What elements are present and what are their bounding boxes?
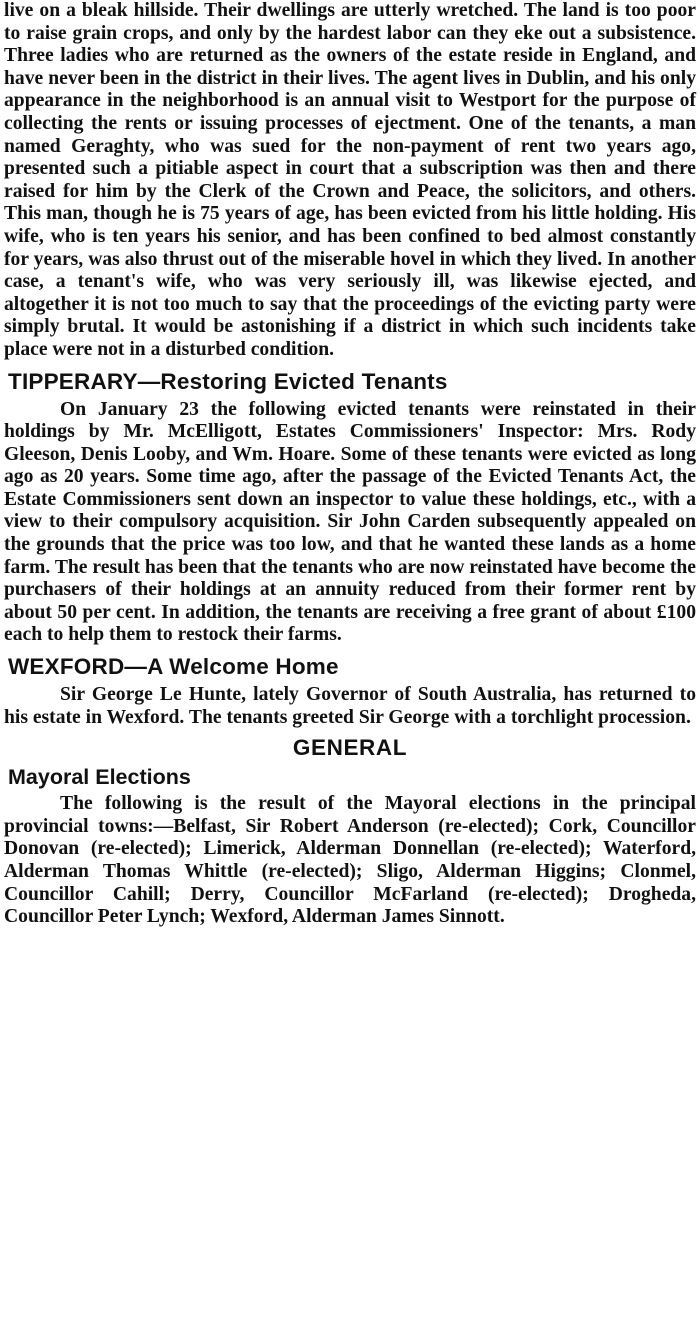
article-continuation-paragraph: live on a bleak hillside. Their dwellings are utterly wretched. The land is too poor to raise grain crops, and only by the hardest labor can they eke out a subsistence. Three ladies who are returned as the owners of the estate reside in England, and have never been in the district in their lives. The agent lives in Dublin, and his only appearance in the neighborhood is an annual visit to Westport for the purpose of collecting the rents or issuing processes of ejectment. One of the tenants, a man named Geraghty, who was sued for the non-payment of rent two years ago, presented such a pitiable aspect in court that a subscription was then and there raised for him by the Clerk of the Crown and Peace, the solicitors, and others. This man, though he is 75 years of age, has been evicted from his little holding. His wife, who is ten years his senior, and has been confined to bed almost constantly for years, was also thrust out of the miserable hovel in which they lived. In another case, a tenant's wife, who was very seriously ill, was likewise ejected, and altogether it is not too much to say that the proceedings of the evicting party were simply brutal. It would be astonishing if a district in which such incidents take place were not in a disturbed condition. [4, 0, 696, 360]
document-page [4, 0, 696, 929]
wexford-paragraph: Sir George Le Hunte, lately Governor of South Australia, has returned to his estate in Wexford. The tenants greeted Sir George with a torchlight procession. [4, 684, 696, 728]
tipperary-heading: TIPPERARY—Restoring Evicted Tenants [8, 368, 448, 394]
tipperary-paragraph: On January 23 the following evicted tenants were reinstated in their holdings by Mr. McElligott, Estates Commissioners' Inspector: Mrs. Rody Gleeson, Denis Looby, and Wm. Hoare. Some of these tenants were evicted as long ago as 20 years. Some time ago, after the passage of the Evicted Tenants Act, the Estate Commissioners sent down an inspector to value these holdings, etc., with a view to their compulsory acquisition. Sir John Carden subsequently appealed on the grounds that the price was too low, and that he wanted these lands as a home farm. The result has been that the tenants who are now reinstated have become the purchasers of their holdings at an annuity reduced from their former rent by about 50 per cent. In addition, the tenants are receiving a free grant of about £100 each to help them to restock their farms. [4, 398, 696, 646]
wexford-heading: WEXFORD—A Welcome Home [8, 654, 339, 680]
mayoral-elections-heading: Mayoral Elections [8, 765, 191, 790]
mayoral-elections-paragraph: The following is the result of the Mayoral elections in the principal provincial towns:—Belfast, Sir Robert Anderson (re-elected); Cork, Councillor Donovan (re-elected); Limerick, Alderman Donnellan (re-elected); Waterford, Alderman Thomas Whittle (re-elected); Sligo, Alderman Higgins; Clonmel, Councillor Cahill; Derry, Councillor McFarland (re-elected); Drogheda, Councillor Peter Lynch; Wexford, Alderman James Sinnott. [4, 793, 696, 928]
general-heading: GENERAL [292, 735, 408, 761]
